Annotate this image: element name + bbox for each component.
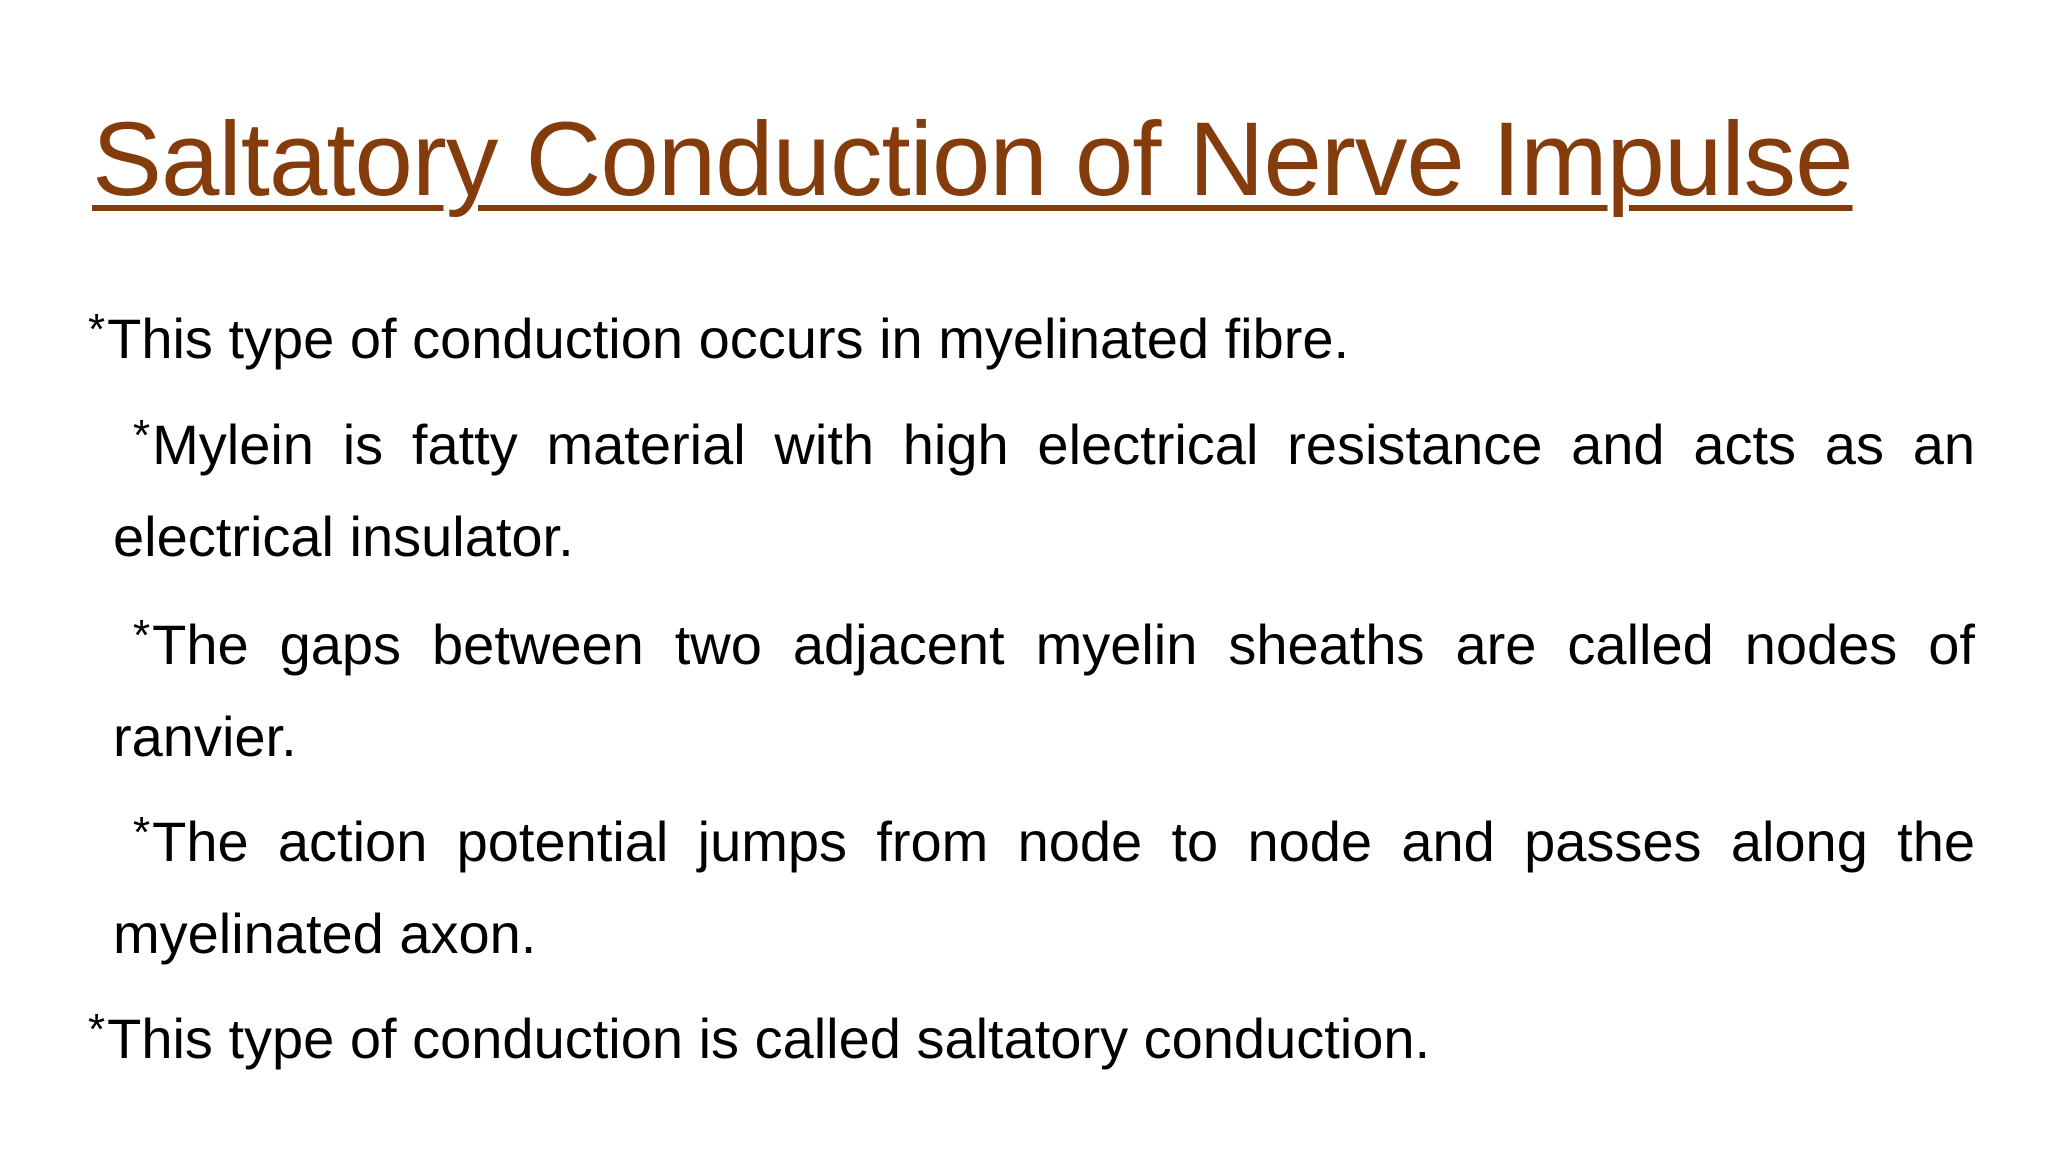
paragraph-text: The gaps between two adjacent myelin sheaths are called nodes of ranvier. [113,613,1975,768]
paragraph-text: The action potential jumps from node to node and passes along the myelinated axon. [113,810,1975,965]
asterisk-marker: * [133,611,151,660]
paragraph-text: This type of conduction is called saltatory conduction. [107,1007,1431,1070]
paragraph-text: Mylein is fatty material with high electrical resistance and acts as an electrical insulator. [113,413,1975,568]
paragraph-text: This type of conduction occurs in myelinated fibre. [107,307,1350,370]
asterisk-marker: * [88,1005,106,1054]
slide-title [92,95,1853,225]
bullet-paragraph-1 [88,295,1349,374]
slide-title-text: Saltatory Conduction of Nerve Impulse [92,101,1853,218]
asterisk-marker: * [88,305,106,354]
asterisk-marker: * [133,808,151,857]
bullet-paragraph-3 [113,590,1975,783]
bullet-paragraph-5 [88,995,1430,1074]
asterisk-marker: * [133,411,151,460]
bullet-paragraph-4 [113,787,1975,980]
bullet-paragraph-2 [113,390,1975,583]
